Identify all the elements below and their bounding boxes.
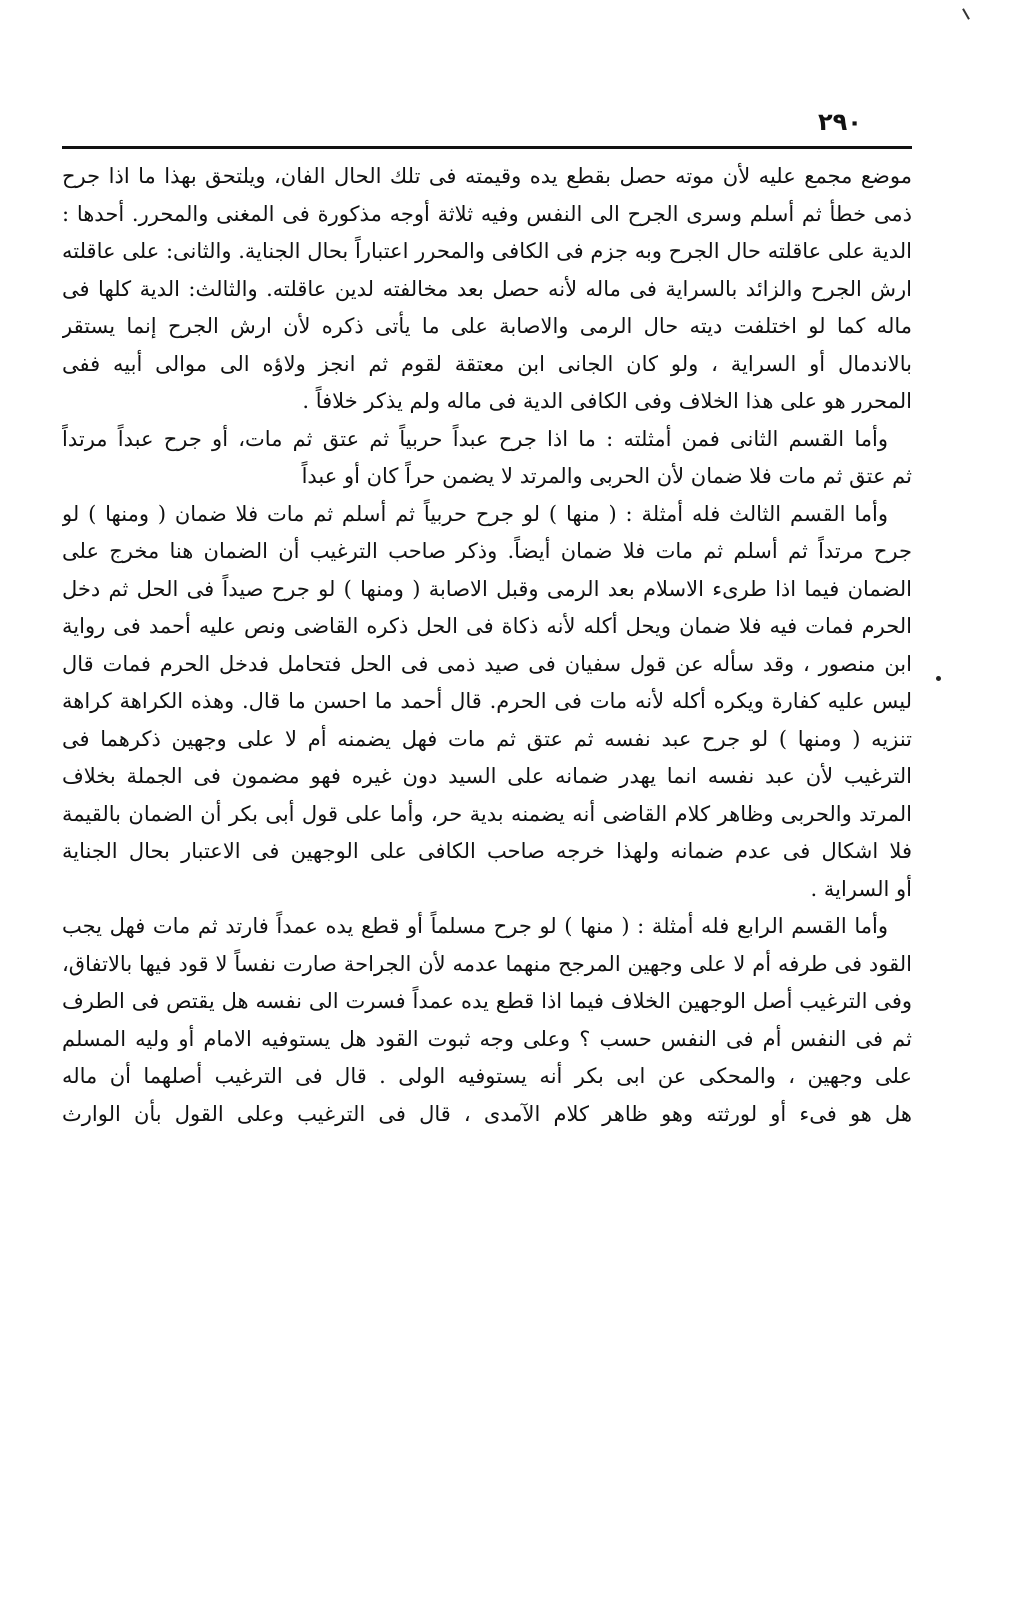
body-text xyxy=(62,158,912,1133)
text-line: الحرم فمات فيه فلا ضمان ويحل أكله لأنه ذكاة فى الحل ذكره القاضى ونص عليه أحمد فى رواية xyxy=(62,614,912,638)
text-line: هل هو فىء أو لورثته وهو ظاهر كلام الآمدى ، قال فى الترغيب وعلى القول بأن الوارث xyxy=(62,1101,912,1126)
text-line: الضمان فيما اذا طرىء الاسلام بعد الرمى وقبل الاصابة ( ومنها ) لو جرح صيداً فى الحل ثم دخل xyxy=(62,576,912,601)
text-line: ذمى خطأ ثم أسلم وسرى الجرح الى النفس وفيه ثلاثة أوجه مذكورة فى المغنى والمحرر. أحدها : xyxy=(62,201,912,226)
text-line: ابن منصور ، وقد سأله عن قول سفيان فى صيد ذمى فى الحل فتحامل فدخل الحرم فمات قال xyxy=(62,651,912,676)
text-line: القود فى طرفه أم لا على وجهين المرجح منهما عدمه لأن الجراحة صارت نفساً لا قود فيها بالاتفاق، xyxy=(62,951,912,976)
text-line: بالاندمال أو السراية ، ولو كان الجانى ابن معتقة لقوم ثم انجز ولاؤه الى موالى أبيه ففى xyxy=(62,351,912,376)
text-line: وأما القسم الرابع فله أمثلة : ( منها ) لو جرح مسلماً أو قطع يده عمداً فارتد ثم مات فهل يجب xyxy=(62,914,888,938)
text-line: موضع مجمع عليه لأن موته حصل بقطع يده وقيمته فى تلك الحال الفان، ويلتحق بهذا ما اذا جرح xyxy=(62,164,912,188)
text-line: وأما القسم الثالث فله أمثلة : ( منها ) لو جرح حربياً ثم أسلم ثم مات فلا ضمان ( ومنها ) لو xyxy=(62,501,888,526)
text-line: وفى الترغيب أصل الوجهين الخلاف فيما اذا قطع يده عمداً فسرت الى نفسه هل يقتص فى الطرف xyxy=(62,989,912,1013)
text-line: الدية على عاقلته حال الجرح وبه جزم فى الكافى والمحرر اعتباراً بحال الجناية. والثانى: على عاقلته xyxy=(62,239,912,263)
header-rule xyxy=(62,146,912,149)
text-line: ثم فى النفس أم فى النفس حسب ؟ وعلى وجه ثبوت القود هل يستوفيه الامام أو وليه المسلم xyxy=(62,1026,912,1051)
text-line: وأما القسم الثانى فمن أمثلته : ما اذا جرح عبداً حربياً ثم عتق ثم مات، أو جرح عبداً مرتداً xyxy=(62,426,888,451)
text-line: ارش الجرح والزائد بالسراية فى ماله لأنه حصل بعد مخالفته لدين عاقلته. والثالث: الدية كلها فى xyxy=(62,276,912,301)
text-line: ليس عليه كفارة ويكره أكله لأنه مات فى الحرم. قال أحمد ما احسن ما قال. وهذه الكراهة كراهة xyxy=(62,689,912,713)
text-line: على وجهين ، والمحكى عن ابى بكر أنه يستوفيه الولى . قال فى الترغيب أصلهما أن ماله xyxy=(62,1064,912,1088)
page-number: ٢٩٠ xyxy=(818,108,862,136)
text-line: أو السراية . xyxy=(810,876,912,901)
text-line: ثم عتق ثم مات فلا ضمان لأن الحربى والمرتد لا يضمن حراً كان أو عبداً xyxy=(301,464,912,488)
text-line: المحرر هو على هذا الخلاف وفى الكافى الدية فى ماله ولم يذكر خلافاً . xyxy=(302,389,912,413)
text-line: تنزيه ( ومنها ) لو جرح عبد نفسه ثم عتق ثم مات فهل يضمنه أم لا على وجهين ذكرهما فى xyxy=(62,726,912,751)
text-line: ماله كما لو اختلفت ديته حال الرمى والاصابة على ما يأتى ذكره لأن ارش الجرح إنما يستقر xyxy=(62,314,912,338)
text-line: جرح مرتداً ثم أسلم ثم مات فلا ضمان أيضاً. وذكر صاحب الترغيب أن الضمان هنا مخرج على xyxy=(62,539,912,563)
text-line: الترغيب لأن عبد نفسه انما يهدر ضمانه على السيد دون غيره فهو مضمون فى الجملة بخلاف xyxy=(62,764,912,788)
text-line: فلا اشكال فى عدم ضمانه ولهذا خرجه صاحب الكافى على الوجهين فى الاعتبار بحال الجناية xyxy=(62,839,912,863)
text-line: المرتد والحربى وظاهر كلام القاضى أنه يضمنه بدية حر، وأما على قول أبى بكر أن الضمان بالقيمة xyxy=(62,801,912,826)
margin-dot xyxy=(936,676,941,681)
corner-mark xyxy=(962,8,970,19)
